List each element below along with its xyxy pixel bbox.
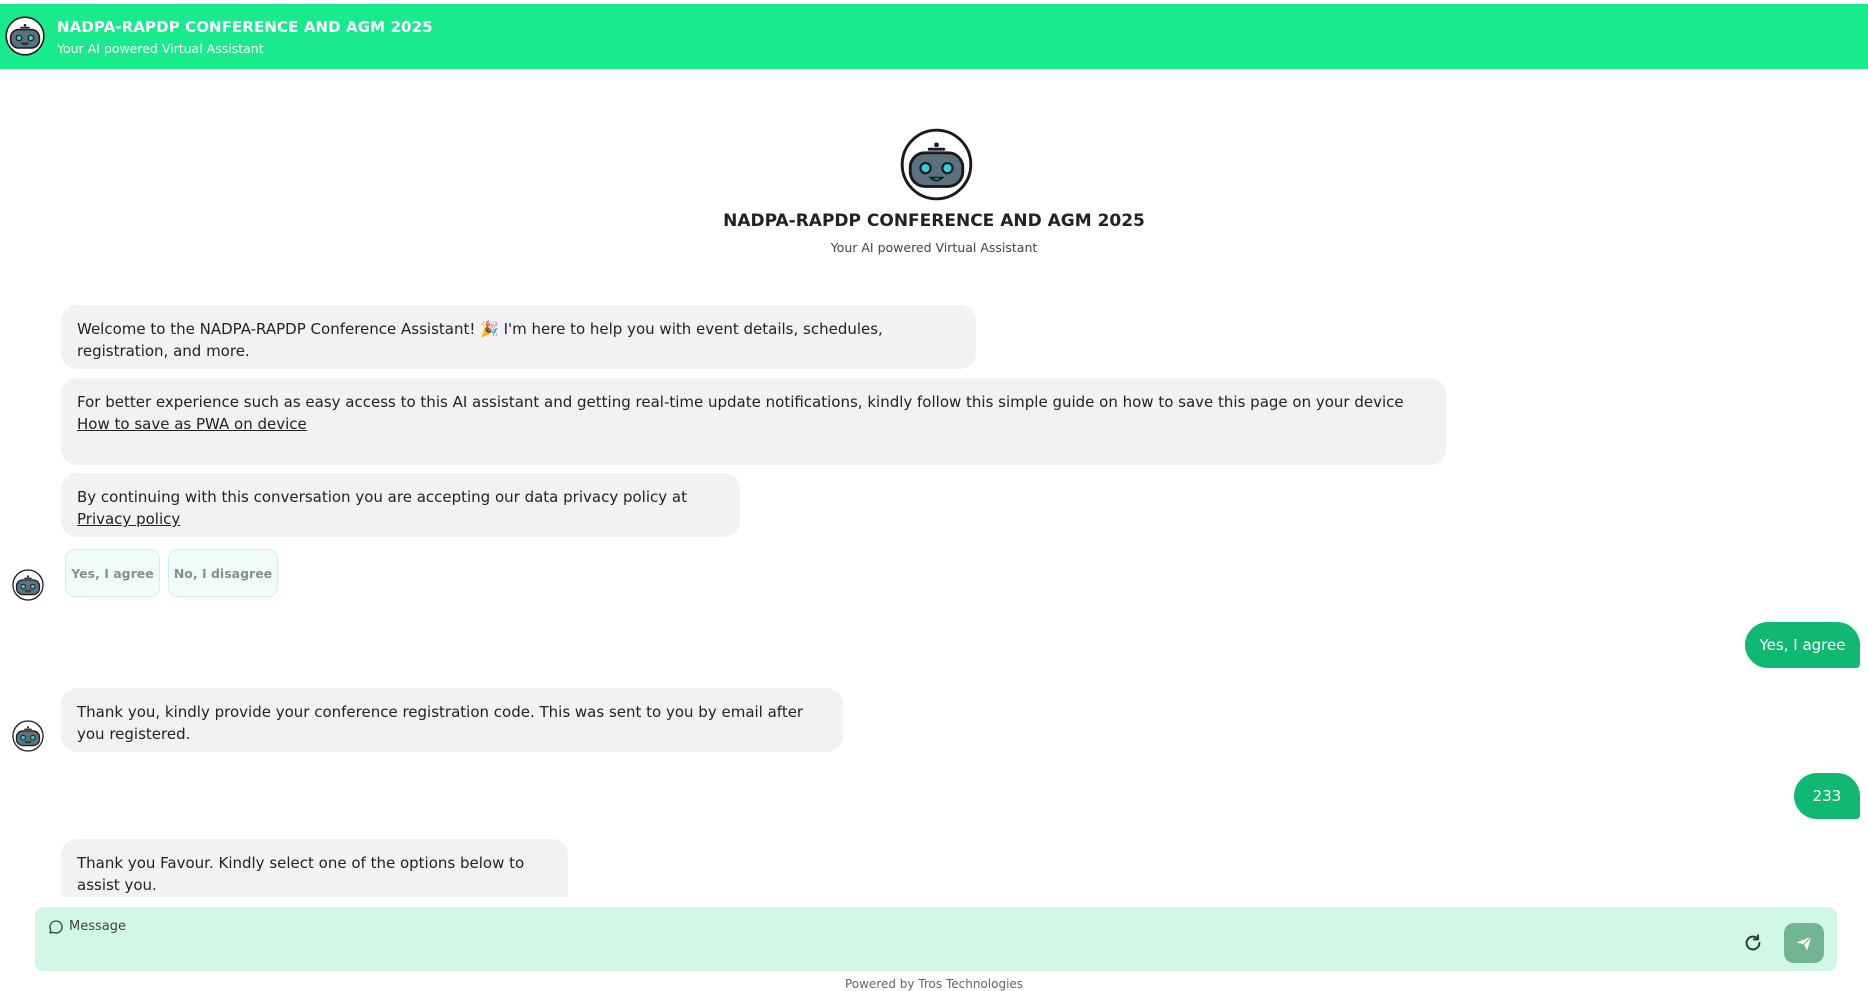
refresh-icon[interactable]: [1742, 932, 1764, 954]
hero-title: NADPA-RAPDP CONFERENCE AND AGM 2025: [723, 211, 1145, 231]
robot-icon: [900, 128, 973, 201]
user-message: 233: [1794, 773, 1860, 819]
send-icon: [1794, 933, 1814, 953]
disagree-option-button[interactable]: No, I disagree: [168, 549, 278, 597]
powered-by-footer: Powered by Tros Technologies: [844, 977, 1024, 991]
header-title: NADPA-RAPDP CONFERENCE AND AGM 2025: [57, 18, 433, 36]
message-input[interactable]: [69, 915, 1669, 937]
send-button[interactable]: [1784, 923, 1824, 963]
agree-option-button[interactable]: Yes, I agree: [65, 549, 160, 597]
bot-message-reg-code: [61, 688, 843, 752]
hero-subtitle: Your AI powered Virtual Assistant: [830, 240, 1038, 255]
bot-message-options: [61, 839, 568, 897]
message-text: By continuing with this conversation you are accepting our data privacy policy at: [77, 488, 687, 506]
user-message: Yes, I agree: [1745, 622, 1860, 668]
message-text: For better experience such as easy access to this AI assistant and getting real-time update notifications, kindly follow this simple guide on how to save this page on your device: [77, 393, 1404, 411]
chat-bubble-icon: [48, 919, 64, 935]
message-composer: [35, 907, 1837, 971]
privacy-policy-link[interactable]: Privacy policy: [77, 510, 181, 528]
header-subtitle: Your AI powered Virtual Assistant: [57, 41, 264, 56]
robot-icon: [5, 16, 45, 56]
message-text: Welcome to the NADPA-RAPDP Conference Assistant! 🎉 I'm here to help you with event details, schedules, registration, and more.: [77, 320, 883, 360]
bot-message-welcome: [61, 305, 976, 369]
app-header: [0, 4, 1868, 69]
pwa-guide-link[interactable]: How to save as PWA on device: [77, 415, 307, 433]
bot-message-pwa: [61, 378, 1446, 465]
message-text: Thank you Favour. Kindly select one of the options below to assist you.: [77, 854, 525, 894]
robot-icon: [12, 569, 44, 601]
bot-message-privacy: [61, 473, 740, 537]
message-text: Thank you, kindly provide your conference registration code. This was sent to you by email after you registered.: [77, 703, 804, 743]
robot-icon: [12, 720, 44, 752]
